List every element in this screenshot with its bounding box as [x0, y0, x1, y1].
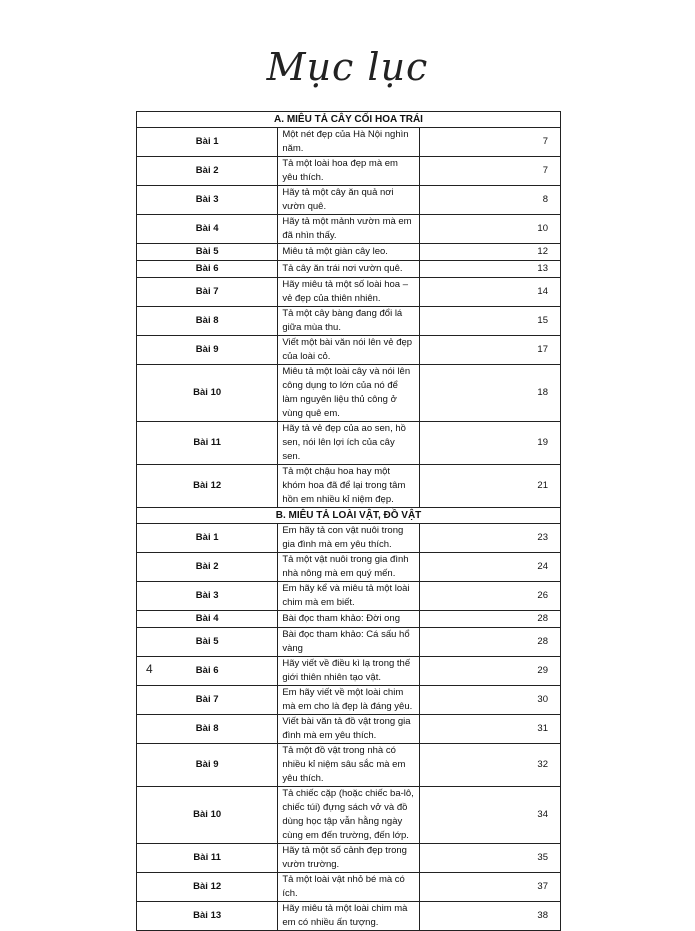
lesson-title: Tả cây ăn trái nơi vườn quê.: [278, 261, 419, 278]
page-title: Mục lục: [266, 45, 429, 89]
lesson-number: Bài 10: [137, 787, 278, 844]
lesson-title: Hãy tả một cây ăn quả nơi vườn quê.: [278, 186, 419, 215]
lesson-title: Tả một loài vật nhỏ bé mà có ích.: [278, 873, 419, 902]
lesson-number: Bài 4: [137, 611, 278, 628]
lesson-number: Bài 3: [137, 582, 278, 611]
lesson-number: Bài 1: [137, 524, 278, 553]
lesson-number: Bài 5: [137, 244, 278, 261]
lesson-title: Tả một cây bàng đang đổi lá giữa mùa thu.: [278, 307, 419, 336]
lesson-number: Bài 12: [137, 465, 278, 508]
table-row[interactable]: [137, 365, 561, 422]
table-row[interactable]: [137, 686, 561, 715]
lesson-title: Viết một bài văn nói lên vẻ đẹp của loài cỏ.: [278, 336, 419, 365]
lesson-title: Tả một chậu hoa hay một khóm hoa đã để lại trong tâm hồn em nhiều kỉ niệm đẹp.: [278, 465, 419, 508]
lesson-number: Bài 2: [137, 157, 278, 186]
lesson-title: Hãy tả một số cảnh đẹp trong vườn trường.: [278, 844, 419, 873]
lesson-number: Bài 11: [137, 422, 278, 465]
page-ref: 18: [419, 365, 560, 422]
table-row[interactable]: [137, 902, 561, 931]
page-ref: 24: [419, 553, 560, 582]
section-heading-row: [137, 508, 561, 524]
lesson-title: Tả một vật nuôi trong gia đình nhà nông mà em quý mến.: [278, 553, 419, 582]
page-ref: 23: [419, 524, 560, 553]
lesson-number: Bài 6: [137, 261, 278, 278]
table-row[interactable]: [137, 215, 561, 244]
page-ref: 13: [419, 261, 560, 278]
lesson-title: Hãy miêu tả một loài chim mà em có nhiều ấn tượng.: [278, 902, 419, 931]
lesson-title: Bài đọc tham khảo: Đời ong: [278, 611, 419, 628]
table-row[interactable]: [137, 844, 561, 873]
table-row[interactable]: [137, 157, 561, 186]
lesson-title: Hãy tả vẻ đẹp của ao sen, hồ sen, nói lên lợi ích của cây sen.: [278, 422, 419, 465]
lesson-number: Bài 8: [137, 307, 278, 336]
lesson-number: Bài 9: [137, 744, 278, 787]
lesson-number: Bài 4: [137, 215, 278, 244]
page-ref: 37: [419, 873, 560, 902]
lesson-title: Tả chiếc cặp (hoặc chiếc ba-lô, chiếc túi) đựng sách vở và đồ dùng học tập vẫn hằng ngày cùng em đến trường, đến lớp.: [278, 787, 419, 844]
table-row[interactable]: [137, 128, 561, 157]
page-ref: 14: [419, 278, 560, 307]
table-row[interactable]: [137, 524, 561, 553]
lesson-number: Bài 8: [137, 715, 278, 744]
table-row[interactable]: [137, 582, 561, 611]
table-row[interactable]: [137, 715, 561, 744]
lesson-number: Bài 11: [137, 844, 278, 873]
page-ref: 7: [419, 128, 560, 157]
page-ref: 30: [419, 686, 560, 715]
table-row[interactable]: [137, 553, 561, 582]
lesson-title: Miêu tả một loài cây và nói lên công dụng to lớn của nó để làm nguyên liệu thủ công ở vùng quê em.: [278, 365, 419, 422]
section-heading-row: [137, 112, 561, 128]
page-ref: 19: [419, 422, 560, 465]
table-row[interactable]: [137, 422, 561, 465]
page-ref: 15: [419, 307, 560, 336]
page-ref: 28: [419, 611, 560, 628]
lesson-title: Tả một đồ vật trong nhà có nhiều kỉ niệm sâu sắc mà em yêu thích.: [278, 744, 419, 787]
lesson-number: Bài 7: [137, 278, 278, 307]
section-heading: B. MIÊU TẢ LOÀI VẬT, ĐỒ VẬT: [137, 508, 561, 524]
page-ref: 26: [419, 582, 560, 611]
table-row[interactable]: [137, 744, 561, 787]
table-row[interactable]: [137, 336, 561, 365]
page-ref: 10: [419, 215, 560, 244]
section-heading: A. MIÊU TẢ CÂY CỐI HOA TRÁI: [137, 112, 561, 128]
table-row[interactable]: [137, 186, 561, 215]
table-row[interactable]: [137, 657, 561, 686]
page-ref: 21: [419, 465, 560, 508]
lesson-number: Bài 9: [137, 336, 278, 365]
lesson-title: Em hãy tả con vật nuôi trong gia đình mà em yêu thích.: [278, 524, 419, 553]
page-ref: 35: [419, 844, 560, 873]
page-ref: 8: [419, 186, 560, 215]
lesson-title: Hãy miêu tả một số loài hoa – vẻ đẹp của thiên nhiên.: [278, 278, 419, 307]
lesson-title: Bài đọc tham khảo: Cá sấu hổ vàng: [278, 628, 419, 657]
lesson-number: Bài 10: [137, 365, 278, 422]
table-row[interactable]: [137, 278, 561, 307]
table-of-contents: [136, 111, 561, 931]
page-ref: 12: [419, 244, 560, 261]
lesson-number: Bài 7: [137, 686, 278, 715]
table-row[interactable]: [137, 307, 561, 336]
table-row[interactable]: [137, 873, 561, 902]
lesson-number: Bài 3: [137, 186, 278, 215]
table-row[interactable]: [137, 465, 561, 508]
lesson-title: Một nét đẹp của Hà Nội nghìn năm.: [278, 128, 419, 157]
lesson-title: Hãy viết về điều kì lạ trong thế giới thiên nhiên tạo vật.: [278, 657, 419, 686]
lesson-number: Bài 13: [137, 902, 278, 931]
page-ref: 28: [419, 628, 560, 657]
page-ref: 31: [419, 715, 560, 744]
lesson-number: Bài 12: [137, 873, 278, 902]
table-row[interactable]: [137, 787, 561, 844]
page-ref: 32: [419, 744, 560, 787]
table-row[interactable]: [137, 261, 561, 278]
table-row[interactable]: [137, 628, 561, 657]
lesson-number: Bài 6: [137, 657, 278, 686]
page-ref: 38: [419, 902, 560, 931]
lesson-title: Em hãy viết về một loài chim mà em cho là đẹp là đáng yêu.: [278, 686, 419, 715]
lesson-number: Bài 1: [137, 128, 278, 157]
lesson-number: Bài 5: [137, 628, 278, 657]
page-number: 4: [146, 662, 153, 676]
page-ref: 17: [419, 336, 560, 365]
lesson-title: Hãy tả một mảnh vườn mà em đã nhìn thấy.: [278, 215, 419, 244]
page-ref: 34: [419, 787, 560, 844]
lesson-title: Viết bài văn tả đồ vật trong gia đình mà em yêu thích.: [278, 715, 419, 744]
lesson-number: Bài 2: [137, 553, 278, 582]
table-row[interactable]: [137, 611, 561, 628]
lesson-title: Miêu tả một giàn cây leo.: [278, 244, 419, 261]
table-row[interactable]: [137, 244, 561, 261]
lesson-title: Tả một loài hoa đẹp mà em yêu thích.: [278, 157, 419, 186]
page-ref: 29: [419, 657, 560, 686]
lesson-title: Em hãy kể và miêu tả một loài chim mà em biết.: [278, 582, 419, 611]
page-ref: 7: [419, 157, 560, 186]
